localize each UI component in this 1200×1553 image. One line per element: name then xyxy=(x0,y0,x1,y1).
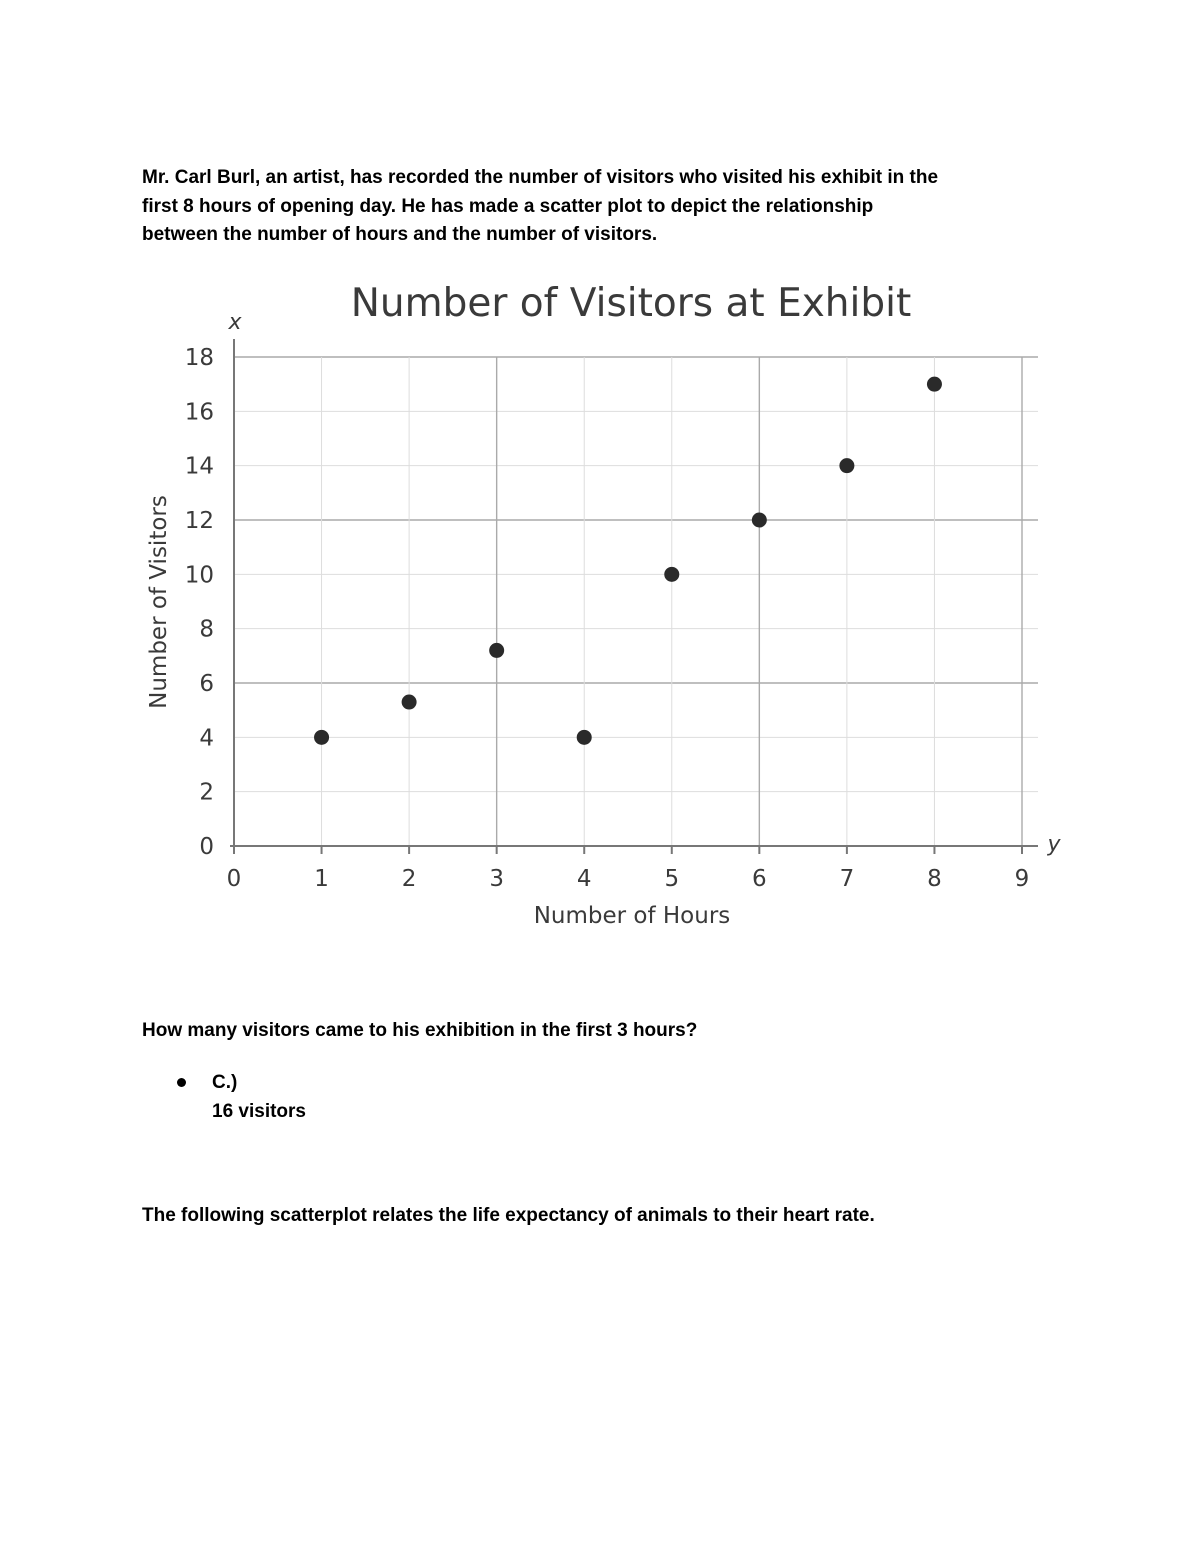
x-tick-label: 0 xyxy=(226,866,242,892)
data-point xyxy=(927,377,942,392)
x-tick-label: 1 xyxy=(314,866,329,892)
y-tick-label: 2 xyxy=(199,779,214,806)
data-point xyxy=(402,695,417,710)
chart-grid xyxy=(234,357,1038,846)
y-tick-label: 8 xyxy=(199,616,214,643)
x-axis-letter: y xyxy=(1047,832,1061,857)
data-point xyxy=(577,730,592,745)
x-tick-label: 2 xyxy=(401,866,417,892)
x-tick-label: 7 xyxy=(839,866,855,892)
y-tick-label: 18 xyxy=(184,345,214,371)
data-point xyxy=(839,458,854,473)
y-axis-label: Number of Visitors xyxy=(146,495,172,709)
y-tick-label: 12 xyxy=(184,508,214,534)
intro-line-2: first 8 hours of opening day. He has made a scatter plot to depict the relationship xyxy=(142,195,874,217)
y-tick-label: 0 xyxy=(199,834,214,860)
chart-axes xyxy=(230,339,1038,854)
data-point xyxy=(664,567,679,582)
intro-line-1: Mr. Carl Burl, an artist, has recorded the number of visitors who visited his exhibit in the xyxy=(142,167,939,188)
x-tick-label: 5 xyxy=(664,866,680,892)
data-point xyxy=(489,643,504,658)
y-tick-label: 16 xyxy=(184,399,214,426)
x-tick-label: 3 xyxy=(489,866,504,892)
y-tick-label: 14 xyxy=(184,453,214,480)
y-axis-letter: x xyxy=(228,310,242,335)
x-axis-label: Number of Hours xyxy=(533,903,731,929)
chart-tick-labels xyxy=(185,345,1030,892)
chart-points xyxy=(314,377,942,745)
x-tick-label: 9 xyxy=(1014,866,1030,892)
x-tick-label: 8 xyxy=(927,866,942,892)
answer-item xyxy=(212,1069,306,1126)
data-point xyxy=(314,730,329,745)
data-point xyxy=(752,513,767,528)
chart-title: Number of Visitors at Exhibit xyxy=(350,281,912,326)
bullet-icon xyxy=(177,1078,186,1087)
answer-text: 16 visitors xyxy=(212,1100,306,1122)
y-tick-label: 4 xyxy=(199,725,214,752)
x-tick-label: 6 xyxy=(752,866,767,892)
intro-line-3: between the number of hours and the number of visitors. xyxy=(142,224,658,245)
y-tick-label: 6 xyxy=(199,671,214,697)
answer-letter: C.) xyxy=(212,1072,238,1093)
closing-text: The following scatterplot relates the life expectancy of animals to their heart rate. xyxy=(142,1205,875,1226)
question-text: How many visitors came to his exhibition in the first 3 hours? xyxy=(142,1020,698,1041)
x-tick-label: 4 xyxy=(576,866,592,892)
y-tick-label: 10 xyxy=(184,562,214,589)
